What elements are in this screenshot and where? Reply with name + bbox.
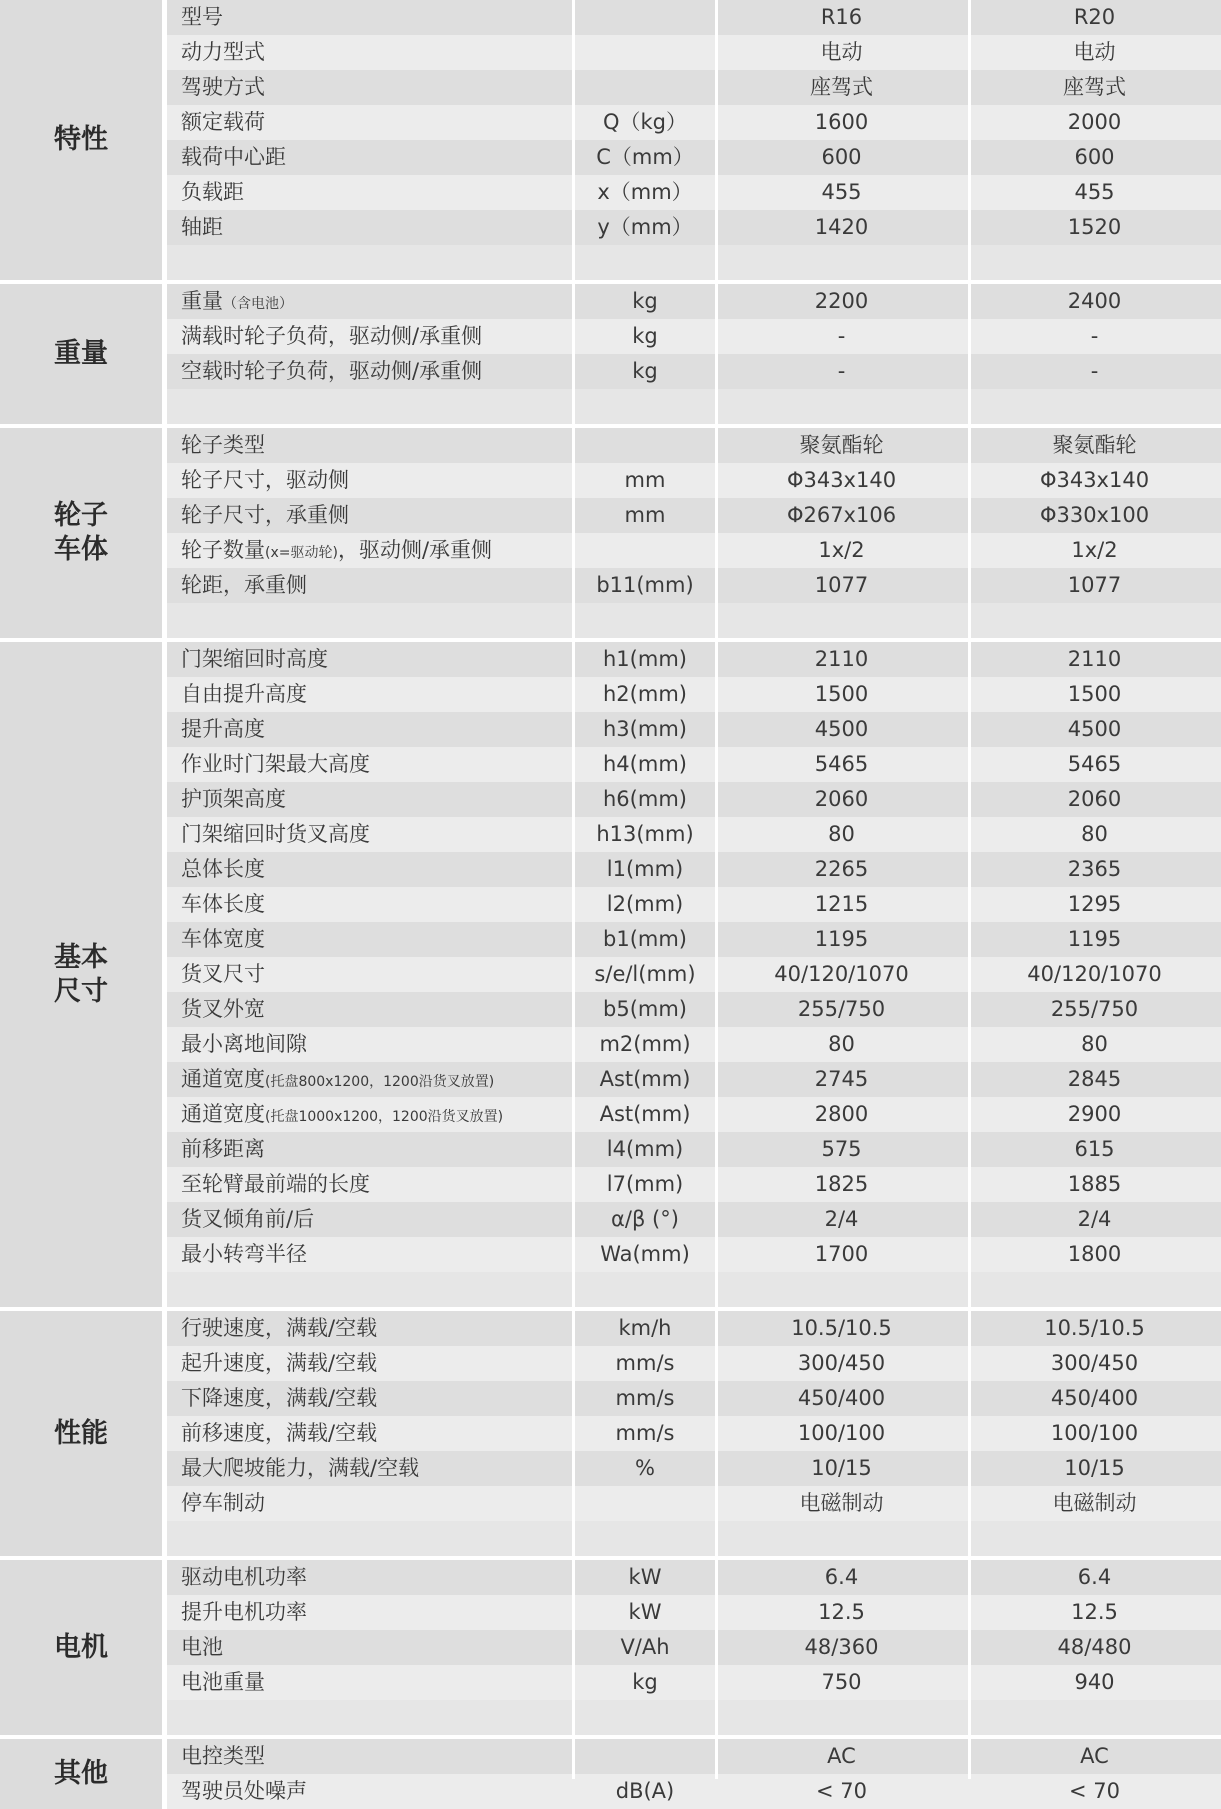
- row-label-text: 行驶速度，满载/空载: [181, 1316, 378, 1340]
- value-r16: 2745: [814, 1067, 869, 1091]
- table-row: [167, 642, 1221, 677]
- value-r16: 48/360: [804, 1635, 879, 1659]
- section-spacer: [167, 1272, 1221, 1307]
- row-label-text: 驱动电机功率: [181, 1565, 307, 1589]
- row-label-text: 驾驶方式: [181, 75, 265, 99]
- row-label: [167, 1027, 575, 1062]
- row-label-suffix: ，驱动侧/承重侧: [337, 538, 493, 562]
- row-unit: kg: [632, 324, 658, 348]
- row-label-text: 车体宽度: [181, 927, 265, 951]
- row-label-text: 通道宽度: [181, 1102, 265, 1126]
- row-label-text: 自由提升高度: [181, 682, 307, 706]
- table-row: [167, 1097, 1221, 1132]
- section-spacer: [167, 603, 1221, 638]
- row-unit: h3(mm): [603, 717, 687, 741]
- value-r16: 1215: [814, 892, 869, 916]
- row-label-text: 负载距: [181, 180, 244, 204]
- value-r20: 10/15: [1064, 1456, 1125, 1480]
- row-unit: [575, 1739, 715, 1774]
- value-r16: 575: [821, 1137, 862, 1161]
- section-label: 基本 尺寸: [0, 642, 162, 1307]
- value-r16: < 70: [816, 1779, 867, 1803]
- table-row: [167, 1202, 1221, 1237]
- table-row: [167, 0, 1221, 35]
- row-unit: [575, 0, 715, 35]
- row-label-text: 提升高度: [181, 717, 265, 741]
- value-r16: Φ267x106: [786, 503, 897, 527]
- row-label: [167, 210, 575, 245]
- table-row: [167, 1665, 1221, 1700]
- row-label: [167, 35, 575, 70]
- row-label-text: 门架缩回时货叉高度: [181, 822, 370, 846]
- row-label-text: 作业时门架最大高度: [181, 752, 370, 776]
- row-label: [167, 957, 575, 992]
- row-unit: kg: [632, 1670, 658, 1694]
- table-row: [167, 1311, 1221, 1346]
- row-label-text: 轮子数量: [181, 538, 265, 562]
- section-label: 其他: [0, 1739, 162, 1809]
- value-r20: 2060: [1067, 787, 1122, 811]
- table-row: [167, 782, 1221, 817]
- row-label: [167, 105, 575, 140]
- row-label-text: 轮距，承重侧: [181, 573, 307, 597]
- row-unit: Ast(mm): [599, 1067, 691, 1091]
- row-unit: x（mm）: [597, 180, 693, 204]
- row-unit: dB(A): [615, 1779, 675, 1803]
- row-unit: Ast(mm): [599, 1102, 691, 1126]
- row-label-text: 货叉倾角前/后: [181, 1207, 315, 1231]
- table-row: [167, 957, 1221, 992]
- value-r16: R16: [820, 5, 863, 29]
- row-unit: [575, 428, 715, 463]
- value-r20: 电动: [1073, 40, 1116, 64]
- row-label: [167, 1595, 575, 1630]
- value-r20: 电磁制动: [1052, 1491, 1137, 1515]
- table-row: [167, 677, 1221, 712]
- value-r16: 座驾式: [810, 75, 873, 99]
- section-spacer: [167, 389, 1221, 424]
- section-spacer: [167, 245, 1221, 280]
- row-unit: h2(mm): [603, 682, 687, 706]
- value-r20: 40/120/1070: [1027, 962, 1162, 986]
- row-unit: s/e/l(mm): [594, 962, 696, 986]
- value-r16: 电磁制动: [799, 1491, 884, 1515]
- row-label: [167, 140, 575, 175]
- value-r20: 1295: [1067, 892, 1122, 916]
- value-r16: 1600: [814, 110, 869, 134]
- value-r20: 2000: [1067, 110, 1122, 134]
- row-label: [167, 1097, 575, 1132]
- row-label: [167, 1237, 575, 1272]
- row-label: [167, 1167, 575, 1202]
- value-r20: 10.5/10.5: [1044, 1316, 1145, 1340]
- row-unit: l7(mm): [606, 1172, 684, 1196]
- column-separator: [572, 0, 575, 1779]
- table-row: [167, 1416, 1221, 1451]
- value-r16: 2/4: [824, 1207, 859, 1231]
- row-label-text: 最小离地间隙: [181, 1032, 307, 1056]
- row-label-text: 提升电机功率: [181, 1600, 307, 1624]
- row-label: [167, 1311, 575, 1346]
- row-label-text: 载荷中心距: [181, 145, 286, 169]
- value-r16: 600: [821, 145, 862, 169]
- row-unit: b11(mm): [596, 573, 694, 597]
- row-unit: mm: [624, 468, 666, 492]
- value-r20: AC: [1080, 1744, 1109, 1768]
- table-row: [167, 1346, 1221, 1381]
- section-label: 特性: [0, 0, 162, 280]
- row-unit: l1(mm): [606, 857, 684, 881]
- row-label: [167, 284, 575, 319]
- value-r20: 2365: [1067, 857, 1122, 881]
- row-label-note: (托盘1000x1200，1200沿货叉放置): [265, 1109, 504, 1125]
- row-label: [167, 1416, 575, 1451]
- value-r20: 2/4: [1077, 1207, 1112, 1231]
- table-row: [167, 428, 1221, 463]
- column-separator: [968, 0, 971, 1779]
- value-r16: 电动: [820, 40, 863, 64]
- row-label: [167, 852, 575, 887]
- row-label-text: 动力型式: [181, 40, 265, 64]
- value-r16: 10.5/10.5: [791, 1316, 892, 1340]
- row-unit: α/β (°): [611, 1207, 679, 1231]
- row-label-text: 轮子尺寸，驱动侧: [181, 468, 349, 492]
- row-label: [167, 498, 575, 533]
- row-label-text: 空载时轮子负荷，驱动侧/承重侧: [181, 359, 483, 383]
- row-label-text: 起升速度，满载/空载: [181, 1351, 378, 1375]
- row-label-text: 最小转弯半径: [181, 1242, 307, 1266]
- value-r16: 1700: [814, 1242, 869, 1266]
- row-label-text: 至轮臂最前端的长度: [181, 1172, 370, 1196]
- row-label: [167, 1132, 575, 1167]
- row-unit: kW: [628, 1600, 662, 1624]
- row-unit: [575, 35, 715, 70]
- row-unit: kg: [632, 289, 658, 313]
- row-unit: kW: [628, 1565, 662, 1589]
- row-label-text: 通道宽度: [181, 1067, 265, 1091]
- row-label: [167, 1486, 575, 1521]
- value-r20: 聚氨酯轮: [1052, 433, 1137, 457]
- section-label: 重量: [0, 284, 162, 424]
- row-label: [167, 747, 575, 782]
- row-label-text: 车体长度: [181, 892, 265, 916]
- row-unit: Wa(mm): [600, 1242, 690, 1266]
- value-r20: 1195: [1067, 927, 1122, 951]
- value-r16: 2110: [814, 647, 869, 671]
- table-row: [167, 354, 1221, 389]
- value-r16: Φ343x140: [786, 468, 897, 492]
- table-row: [167, 463, 1221, 498]
- value-r16: 1420: [814, 215, 869, 239]
- row-label-text: 电池: [181, 1635, 223, 1659]
- row-label-text: 轴距: [181, 215, 223, 239]
- row-unit: m2(mm): [599, 1032, 691, 1056]
- value-r20: 48/480: [1057, 1635, 1132, 1659]
- value-r16: 1825: [814, 1172, 869, 1196]
- table-row: [167, 1774, 1221, 1809]
- row-label-text: 满载时轮子负荷，驱动侧/承重侧: [181, 324, 483, 348]
- row-unit: b5(mm): [603, 997, 687, 1021]
- value-r16: 80: [828, 822, 855, 846]
- value-r16: 2060: [814, 787, 869, 811]
- value-r20: 座驾式: [1063, 75, 1126, 99]
- row-label: [167, 354, 575, 389]
- table-row: [167, 1062, 1221, 1097]
- row-label: [167, 319, 575, 354]
- row-label: [167, 533, 575, 568]
- row-label: [167, 1630, 575, 1665]
- row-unit: mm/s: [615, 1421, 675, 1445]
- value-r16: 80: [828, 1032, 855, 1056]
- section-label: 性能: [0, 1311, 162, 1556]
- table-row: [167, 35, 1221, 70]
- table-row: [167, 1630, 1221, 1665]
- value-r20: 2400: [1067, 289, 1122, 313]
- section-label: 轮子 车体: [0, 428, 162, 638]
- row-label: [167, 1451, 575, 1486]
- value-r20: 940: [1074, 1670, 1115, 1694]
- table-row: [167, 1237, 1221, 1272]
- value-r16: -: [837, 359, 846, 383]
- value-r16: 2800: [814, 1102, 869, 1126]
- row-label-text: 电池重量: [181, 1670, 265, 1694]
- row-label: [167, 712, 575, 747]
- row-label: [167, 70, 575, 105]
- table-row: [167, 712, 1221, 747]
- table-row: [167, 319, 1221, 354]
- value-r16: 4500: [814, 717, 869, 741]
- row-label-text: 轮子类型: [181, 433, 265, 457]
- row-label-text: 轮子尺寸，承重侧: [181, 503, 349, 527]
- value-r20: 80: [1081, 822, 1108, 846]
- table-row: [167, 887, 1221, 922]
- value-r20: 2900: [1067, 1102, 1122, 1126]
- row-label: [167, 463, 575, 498]
- value-r16: 1077: [814, 573, 869, 597]
- value-r20: 1800: [1067, 1242, 1122, 1266]
- value-r16: 6.4: [824, 1565, 859, 1589]
- table-row: [167, 284, 1221, 319]
- value-r20: 1077: [1067, 573, 1122, 597]
- table-row: [167, 1739, 1221, 1774]
- table-row: [167, 1381, 1221, 1416]
- row-label: [167, 1346, 575, 1381]
- row-label-text: 总体长度: [181, 857, 265, 881]
- table-row: [167, 533, 1221, 568]
- row-label: [167, 677, 575, 712]
- row-label-text: 前移速度，满载/空载: [181, 1421, 378, 1445]
- table-row: [167, 1595, 1221, 1630]
- row-label-text: 型号: [181, 5, 223, 29]
- value-r16: 聚氨酯轮: [799, 433, 884, 457]
- value-r20: 80: [1081, 1032, 1108, 1056]
- row-label: [167, 1062, 575, 1097]
- value-r20: 255/750: [1050, 997, 1139, 1021]
- value-r16: -: [837, 324, 846, 348]
- row-unit: mm/s: [615, 1351, 675, 1375]
- value-r16: 1195: [814, 927, 869, 951]
- table-row: [167, 210, 1221, 245]
- table-row: [167, 922, 1221, 957]
- row-label-note: (x=驱动轮): [265, 545, 338, 561]
- value-r16: 40/120/1070: [774, 962, 909, 986]
- row-unit: [575, 1486, 715, 1521]
- value-r16: 300/450: [797, 1351, 886, 1375]
- value-r20: 1x/2: [1071, 538, 1118, 562]
- row-unit: [575, 533, 715, 568]
- row-label-text: 护顶架高度: [181, 787, 286, 811]
- row-label: [167, 428, 575, 463]
- row-label-text: 电控类型: [181, 1744, 265, 1768]
- value-r16: AC: [827, 1744, 856, 1768]
- row-label: [167, 1665, 575, 1700]
- table-row: [167, 1167, 1221, 1202]
- value-r20: 450/400: [1050, 1386, 1139, 1410]
- column-separator: [715, 0, 718, 1779]
- table-row: [167, 70, 1221, 105]
- row-unit: mm: [624, 503, 666, 527]
- table-row: [167, 747, 1221, 782]
- value-r16: 2265: [814, 857, 869, 881]
- row-label: [167, 0, 575, 35]
- value-r20: 2110: [1067, 647, 1122, 671]
- value-r16: 12.5: [818, 1600, 865, 1624]
- row-label: [167, 887, 575, 922]
- row-label: [167, 568, 575, 603]
- table-row: [167, 105, 1221, 140]
- row-unit: y（mm）: [597, 215, 693, 239]
- value-r20: Φ343x140: [1039, 468, 1150, 492]
- value-r20: < 70: [1069, 1779, 1120, 1803]
- table-row: [167, 1132, 1221, 1167]
- value-r20: -: [1090, 324, 1099, 348]
- table-row: [167, 852, 1221, 887]
- section-spacer: [167, 1521, 1221, 1556]
- row-label: [167, 817, 575, 852]
- value-r20: 615: [1074, 1137, 1115, 1161]
- value-r16: 450/400: [797, 1386, 886, 1410]
- value-r16: 5465: [814, 752, 869, 776]
- value-r20: 6.4: [1077, 1565, 1112, 1589]
- row-unit: l2(mm): [606, 892, 684, 916]
- row-label: [167, 1560, 575, 1595]
- value-r20: -: [1090, 359, 1099, 383]
- row-unit: kg: [632, 359, 658, 383]
- row-unit: h4(mm): [603, 752, 687, 776]
- row-label-text: 重量: [181, 289, 223, 313]
- row-label: [167, 642, 575, 677]
- section-label: 电机: [0, 1560, 162, 1735]
- value-r20: 100/100: [1050, 1421, 1139, 1445]
- row-label: [167, 175, 575, 210]
- table-row: [167, 1560, 1221, 1595]
- value-r16: 750: [821, 1670, 862, 1694]
- row-label: [167, 922, 575, 957]
- table-row: [167, 992, 1221, 1027]
- row-unit: h1(mm): [603, 647, 687, 671]
- value-r20: 5465: [1067, 752, 1122, 776]
- table-row: [167, 568, 1221, 603]
- row-label-text: 货叉尺寸: [181, 962, 265, 986]
- row-label-note: （含电池）: [223, 296, 293, 312]
- row-label-text: 额定载荷: [181, 110, 265, 134]
- row-label-text: 最大爬坡能力，满载/空载: [181, 1456, 420, 1480]
- value-r16: 2200: [814, 289, 869, 313]
- value-r20: R20: [1073, 5, 1116, 29]
- value-r20: 1500: [1067, 682, 1122, 706]
- value-r20: 2845: [1067, 1067, 1122, 1091]
- table-row: [167, 140, 1221, 175]
- table-row: [167, 1486, 1221, 1521]
- table-row: [167, 1451, 1221, 1486]
- row-label-text: 货叉外宽: [181, 997, 265, 1021]
- table-row: [167, 498, 1221, 533]
- table-row: [167, 1027, 1221, 1062]
- value-r20: Φ330x100: [1039, 503, 1150, 527]
- value-r20: 300/450: [1050, 1351, 1139, 1375]
- row-unit: km/h: [618, 1316, 672, 1340]
- row-label: [167, 992, 575, 1027]
- row-unit: [575, 70, 715, 105]
- row-label: [167, 1774, 575, 1809]
- value-r16: 1500: [814, 682, 869, 706]
- value-r20: 455: [1074, 180, 1115, 204]
- row-unit: h6(mm): [603, 787, 687, 811]
- value-r20: 600: [1074, 145, 1115, 169]
- value-r20: 1520: [1067, 215, 1122, 239]
- row-label-text: 停车制动: [181, 1491, 265, 1515]
- value-r16: 1x/2: [818, 538, 865, 562]
- row-unit: b1(mm): [603, 927, 687, 951]
- section-spacer: [167, 1700, 1221, 1735]
- table-row: [167, 175, 1221, 210]
- row-label: [167, 1381, 575, 1416]
- row-label: [167, 782, 575, 817]
- row-unit: %: [635, 1456, 655, 1480]
- value-r20: 4500: [1067, 717, 1122, 741]
- value-r16: 10/15: [811, 1456, 872, 1480]
- row-unit: l4(mm): [606, 1137, 684, 1161]
- row-label-note: (托盘800x1200，1200沿货叉放置): [265, 1074, 495, 1090]
- row-unit: V/Ah: [620, 1635, 670, 1659]
- table-row: [167, 817, 1221, 852]
- row-label: [167, 1202, 575, 1237]
- row-label-text: 门架缩回时高度: [181, 647, 328, 671]
- value-r16: 100/100: [797, 1421, 886, 1445]
- value-r16: 455: [821, 180, 862, 204]
- row-unit: mm/s: [615, 1386, 675, 1410]
- row-label-text: 驾驶员处噪声: [181, 1779, 307, 1803]
- value-r20: 12.5: [1071, 1600, 1118, 1624]
- row-unit: C（mm）: [596, 145, 694, 169]
- value-r16: 255/750: [797, 997, 886, 1021]
- row-unit: Q（kg）: [602, 110, 688, 134]
- row-label: [167, 1739, 575, 1774]
- row-label-text: 下降速度，满载/空载: [181, 1386, 378, 1410]
- row-label-text: 前移距离: [181, 1137, 265, 1161]
- value-r20: 1885: [1067, 1172, 1122, 1196]
- row-unit: h13(mm): [596, 822, 694, 846]
